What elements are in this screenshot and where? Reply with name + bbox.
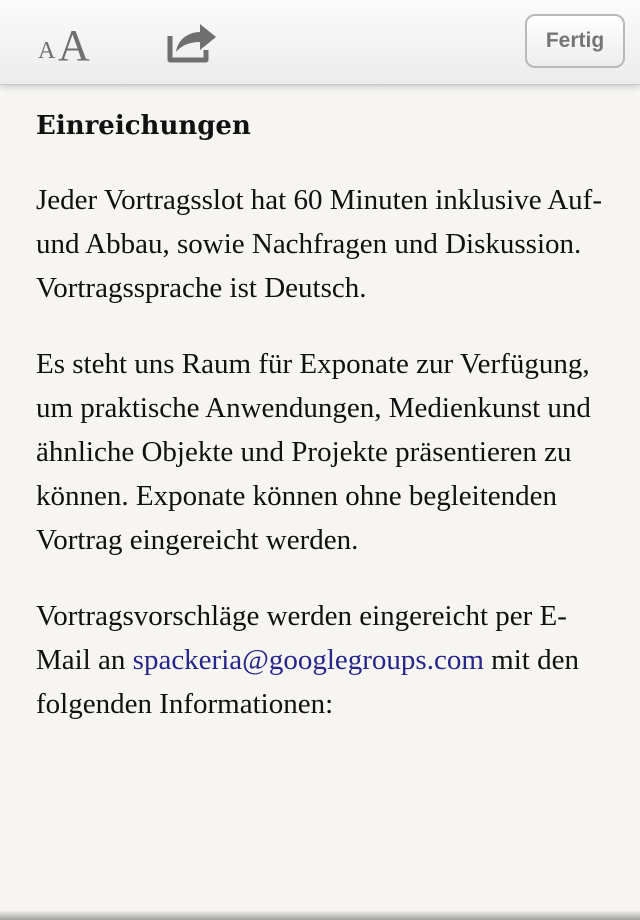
paragraph-exhibits: Es steht uns Raum für Exponate zur Verfügung, um praktische Anwendungen, Medienkunst und ähnliche Objekte und Projekte präsentieren zu können. Exponate können ohne begleitenden Vortrag eingereicht werden. [36,348,591,556]
email-link[interactable]: spackeria@googlegroups.com [132,644,484,676]
paragraph-submission [36,594,616,726]
font-size-button[interactable] [34,18,104,70]
paragraph-talk-slots: Jeder Vortragsslot hat 60 Minuten inklusive Auf- und Abbau, sowie Nachfragen und Diskussion. Vortragssprache ist Deutsch. [36,184,602,304]
submission-intro-text: Vortragsvorschläge werden eingereicht per E-Mail an [36,600,567,676]
bottom-edge-shadow [0,910,640,920]
font-size-small-glyph: A [38,38,56,64]
reader-toolbar [0,0,640,85]
done-button[interactable]: Fertig [525,14,625,68]
article-content [36,104,616,758]
font-size-large-glyph: A [58,21,90,70]
share-button[interactable] [166,20,220,64]
section-heading: Einreichungen [36,111,251,141]
submission-outro-text: mit den folgenden Informationen: [36,644,579,720]
share-arrow-icon [166,20,220,64]
